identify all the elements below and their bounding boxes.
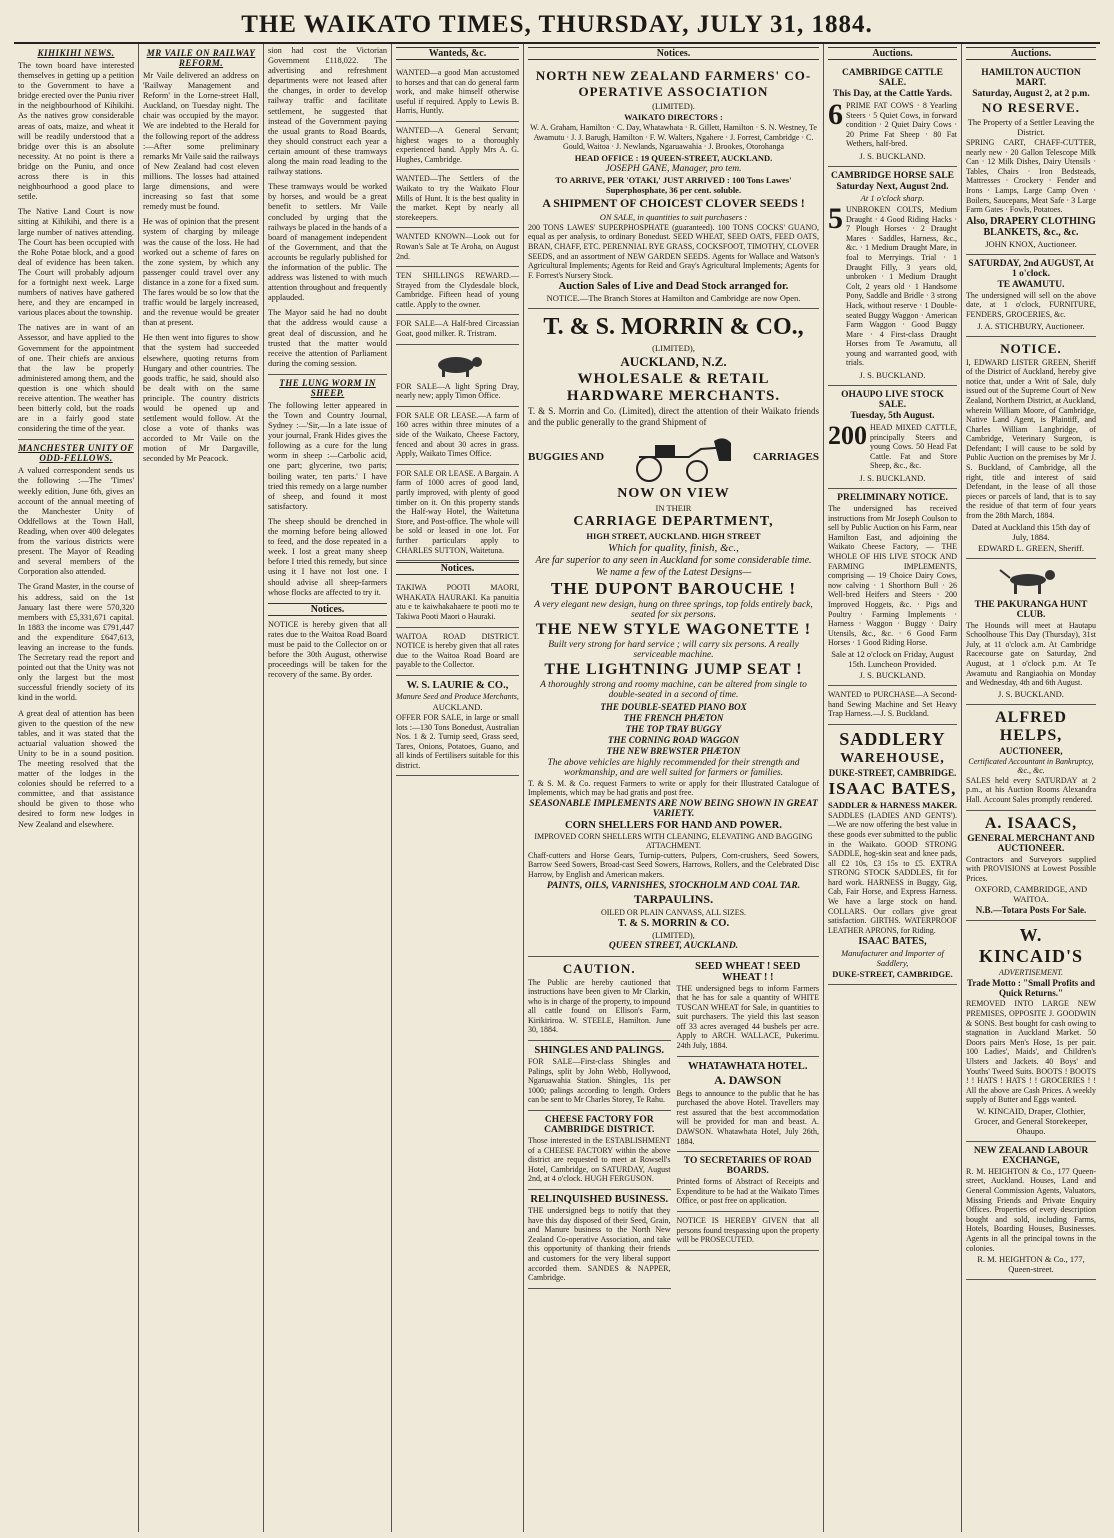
column-2 bbox=[139, 44, 264, 1532]
column-3 bbox=[264, 44, 392, 1532]
ad-title: TARPAULINS. bbox=[633, 891, 714, 906]
horse-sale-ad bbox=[828, 167, 957, 386]
ad-text: WANTED—a good Man accustomed to horses and that can do general farm work, and make himself otherwise useful if required. Apply to Lewis B. Harris, Huntly. bbox=[396, 68, 519, 116]
buggy-banner bbox=[528, 431, 819, 483]
ad-line: The Property of a Settler Leaving the District. bbox=[967, 117, 1095, 137]
ad-title: OHAUPO LIVE STOCK SALE. bbox=[841, 390, 944, 411]
ad-text: T. & S. Morrin and Co. (Limited), direct the attention of their Waikato friends and the public generally to the grand Shipment of bbox=[528, 406, 819, 427]
page-fade bbox=[824, 1472, 961, 1532]
ad-line: (LIMITED). bbox=[652, 101, 695, 111]
ad-title: ALFRED HELPS, bbox=[995, 708, 1067, 744]
ad-text: 200 TONS LAWES' SUPERPHOSPHATE (guaranteed). 100 TONS COCKS' GUANO, equal as per analysis, to ordinary Bonedust. SEED WHEAT, SEED OATS, FEED OATS, BRAN, CHAFF, ETC. PERENNIAL RYE GRASS, COCKSFOOT, TIMOTHY, CLOVER SEEDS, and an assortment of NEW GARDEN SEEDS. Agents for Wallace and Watson's Agricultural Implements; Agents for Reid and Gray's Agricultural Implements; Agents for F. Forrest's Nursery Stock. bbox=[528, 222, 819, 280]
ad-title: A. ISAACS, bbox=[984, 814, 1078, 832]
ad-text: THE undersigned begs to inform Farmers that he has for sale a quantity of WHITE TUSCAN WHEAT for Sale, in quantities to suit purchasers. The yield this last season off 33 acres averaged 44 bushels per acre. Apply to ARCH. WALLACE, Pukerimu. 24th July, 1884. bbox=[676, 983, 819, 1051]
whatawhata-hotel-ad bbox=[677, 1057, 820, 1153]
ad-title: SATURDAY, 2nd AUGUST, At 1 o'clock. bbox=[968, 258, 1094, 279]
ad-title: ISAAC BATES, bbox=[828, 778, 957, 798]
ad-line: OILED OR PLAIN CANVASS, ALL SIZES. bbox=[600, 907, 747, 917]
ad-line: OXFORD, CAMBRIDGE, AND WAITOA. bbox=[974, 884, 1088, 905]
alfred-helps-ad bbox=[966, 705, 1096, 811]
ad-title: CAMBRIDGE CATTLE SALE. bbox=[842, 68, 943, 88]
ad-title: CORN SHELLERS FOR HAND AND POWER. bbox=[564, 819, 783, 831]
ad-text: WANTED—The Settlers of the Waikato to try the Waikato Flour Mills of Hunt. It is the best quality in the market. Kept by nearly all storekeepers. bbox=[396, 174, 519, 222]
ad-caption: HIGH STREET, AUCKLAND. HIGH STREET bbox=[586, 530, 761, 541]
ad-numbered bbox=[828, 100, 957, 150]
ad-text: SPRING CART, CHAFF-CUTTER, nearly new · 20 Gallon Telescope Milk Can · 12 Milk Dishes, Dairy Utensils · Tables, Chairs · Iron Bedsteads, Mattresses · Crockery · Fender and Irons · Lamps, Large Camp Oven · Boilers, Saucepans, Meat Safe · 3 Large Farm Gates · Fowls, Potatoes. bbox=[966, 138, 1096, 215]
vehicle-item: THE DOUBLE-SEATED PIANO BOX bbox=[600, 701, 747, 712]
preliminary-notice-ad bbox=[828, 489, 957, 686]
ad-line: Sale at 12 o'clock on Friday, August 15th. Luncheon Provided. bbox=[831, 648, 954, 669]
cattle-sale-ad bbox=[828, 64, 957, 167]
divider bbox=[18, 439, 134, 440]
ad-text: FOR SALE—First-class Shingles and Palings, split by John Webb, Hollywood, Ngaruawahia Station. Shingles, 11s per 1000; palings according to length. Orders can be sent to Mr Charles Storey, Te Rahu. bbox=[528, 1057, 671, 1105]
wanted-ad bbox=[828, 686, 957, 725]
ad-text: NOTICE IS HEREBY GIVEN that all persons found trespassing upon the property will be PROSECUTED. bbox=[676, 1216, 819, 1245]
ad-title: THE LIGHTNING JUMP SEAT ! bbox=[544, 660, 803, 678]
ad-title: AUCTIONEER, bbox=[999, 745, 1063, 756]
caution-ad bbox=[528, 957, 671, 1042]
ad-line: Manufacturer and Importer of Saddlery, bbox=[841, 948, 944, 969]
ad-title: WHATAWHATA HOTEL. bbox=[688, 1060, 808, 1072]
ad-text: OFFER FOR SALE, in large or small lots :—130 Tons Bonedust, Australian Nos. 1 & 2. Turnip seed, Grass seed, Tares, Onions, Potatoes, Guano, and all kinds of Fertilisers suitable for this district. bbox=[396, 712, 519, 770]
ad-manager: JOSEPH GANE, Manager, pro tem. bbox=[605, 163, 742, 174]
ad-title: DUKE-STREET, CAMBRIDGE. bbox=[828, 767, 957, 778]
article-paragraph: The sheep should be drenched in the morning before being allowed to feed, and the dose repeated in a week. I lost a great many sheep before I tried this remedy, but since using it I have not lost one. I should advise all sheep-farmers whose flocks are affected to try it. bbox=[268, 516, 387, 597]
ad-title: TO SECRETARIES OF ROAD BOARDS. bbox=[683, 1156, 812, 1177]
article-paragraph: The Native Land Court is now sitting at Kihikihi, and there is a large number of natives attending. The Court has been occupied with the Rohe Potae block, and a good deal of evidence has been taken. The Court will probably adjourn for a fortnight next week. Large numbers of natives have gathered here, and they are encamped in various places about the township. bbox=[18, 207, 134, 318]
classified-ad bbox=[396, 228, 519, 267]
ad-label: CARRIAGES bbox=[752, 450, 819, 463]
ad-title: NOTICE. bbox=[1000, 340, 1062, 356]
ad-title: T. & S. MORRIN & CO., bbox=[543, 314, 804, 341]
ad-text: UNBROKEN COLTS, Medium Draught · 4 Good Riding Hacks · 7 Plough Horses · 2 Draught Mares · Saddles, Harness, &c., &c. · 1 Medium Draught Mare, in foal to Merryings. Trial · 1 Draught Filly, 3 years old, unbroken · 1 Medium Draught Colt, 2 years old · 1 Handsome Pony, Saddle and Bridle · 3 strong Hack, without reserve · 1 Double-seated Buggy Waggon · American Farm Waggon · Good Buggy Mare · 4 First-class Draught Horses from Te Awamutu, all young and warranted good, with trials. bbox=[846, 204, 957, 368]
page-fade bbox=[962, 1472, 1100, 1532]
ad-line: PAINTS, OILS, VARNISHES, STOCKHOLM AND COAL TAR. bbox=[546, 880, 801, 891]
article-paragraph: A great deal of attention has been given to the question of the new tables, and it was stated that the actuarial valuation showed the Unity to be in a sound position. The meeting resolved that the matter of the lodges in the colonies should be referred to a committee, and that assistance should be given to those who desired to form new lodges in New Zealand and elsewhere. bbox=[18, 708, 134, 829]
ad-title: A. DAWSON bbox=[714, 1072, 782, 1087]
ad-number: 5 bbox=[828, 201, 843, 235]
article-railway-reform bbox=[143, 48, 259, 465]
ad-line: The above vehicles are highly recommended for their strength and workmanship, and are well suited for farmers or families. bbox=[547, 757, 800, 778]
road-boards-ad bbox=[677, 1152, 820, 1212]
ad-line: A thoroughly strong and roomy machine, can be altered from single to double-seated in a second of time. bbox=[540, 679, 807, 700]
ad-title: NORTH NEW ZEALAND FARMERS' CO-OPERATIVE ASSOCIATION bbox=[535, 68, 812, 99]
ad-text: REMOVED INTO LARGE NEW PREMISES, OPPOSITE J. GOODWIN & SONS. Best bought for cash owing to stagnation in Auckland Market. 50 Doors pairs Men's Hose, 1s per pair. 100 Ladies', Maids', and Children's Ulsters and Jackets. 40 Boys' and Youths' Tweed Suits. BOOTS ! BOOTS ! ! HATS ! HATS ! ! GROCERIES ! ! All the above are Cash Prices. A weekly supply of Butter and Eggs wanted. bbox=[966, 999, 1096, 1105]
ad-signature: ISAAC BATES, bbox=[858, 936, 927, 948]
ad-text: WANTED to PURCHASE—A Second-hand Sewing Machine and Set Heavy Trap Harness.—J. S. Buckland. bbox=[828, 689, 957, 719]
ad-title: Tuesday, 5th August. bbox=[850, 411, 935, 422]
article-paragraph: Mr Vaile delivered an address on 'Railway Management and Reform' in the Lorne-street Hall, Auckland, on Tuesday night. The chair was occupied by the mayor. We are indebted to the Herald for the following report of the address :—After some preliminary remarks Mr Vaile said the railways of New Zealand had cost eleven millions. The losses had attained large dimensions, and were increasing so fast that some remedy must be found. bbox=[143, 71, 259, 212]
hound-illustration bbox=[996, 566, 1066, 596]
column-1 bbox=[14, 44, 139, 1532]
ad-line: A very elegant new design, hung on three springs, top folds entirely back, seated for six persons. bbox=[534, 599, 813, 620]
article-heading: MANCHESTER UNITY OF ODD-FELLOWS. bbox=[18, 443, 134, 464]
saddlery-ad bbox=[828, 725, 957, 986]
ad-text: Begs to announce to the public that he has purchased the above Hotel. Travellers may rest assured that the best accommodation will be provided for man and beast. A. DAWSON. Whatawhata Hotel, July 26th, 1884. bbox=[676, 1088, 819, 1146]
ad-caption: HEAD OFFICE : 19 QUEEN-STREET, AUCKLAND. bbox=[574, 152, 773, 163]
ad-title: THE NEW STYLE WAGONETTE ! bbox=[535, 620, 812, 638]
section-heading: Notices. bbox=[528, 47, 819, 60]
ad-number: 6 bbox=[828, 98, 843, 131]
article-manchester-unity bbox=[18, 443, 134, 829]
article-paragraph: The following letter appeared in the Town and Country Journal, Sydney :—'Sir,—In a late issue of your journal, Frank Hides gives the following as a cure for the lung worm in sheep :—Carbolic acid, one part; glycerine, two parts; boiling water, ten parts.' I have tried this remedy on a large number of sheep, and found it most satisfactory. bbox=[268, 400, 387, 511]
classified-ad bbox=[396, 122, 519, 170]
classified-ad bbox=[396, 345, 519, 407]
ad-line: SEASONABLE IMPLEMENTS ARE NOW BEING SHOWN IN GREAT VARIETY. bbox=[529, 798, 818, 819]
ad-text: WANTED—A General Servant; highest wages to a thoroughly experienced hand. Apply Mrs A. G. Hughes, Cambridge. bbox=[396, 125, 519, 164]
ad-line: DUKE-STREET, CAMBRIDGE. bbox=[832, 969, 953, 980]
article-paragraph: The town board have interested themselves in getting up a petition to the Government to have a bridge erected over the Puniu river in the neighbourhood of Kihikihi. As the natives grow considerable areas of oats, maize, and wheat it will be readily understood that a bridge over this is an absolute necessity. At no point is there a bridge on the Puniu, and once across there is in this neighbourhood a good place to settle. bbox=[18, 61, 134, 202]
section-heading: Auctions. bbox=[966, 47, 1096, 60]
ad-subtitle: ON SALE, in quantities to suit purchasers : bbox=[599, 211, 748, 222]
ad-numbered bbox=[828, 422, 957, 472]
article-kihikihi-news bbox=[18, 48, 134, 434]
article-paragraph: These tramways would be worked by horses, and would be a great benefit to settlers. Mr Vaile concluded by urging that the railways be placed in the hands of a board of management independent of the Government, and that the accounts be regularly published for the information of the public. The address was listened to with much attention throughout and frequently applauded. bbox=[268, 182, 387, 303]
masthead: THE WAIKATO TIMES, THURSDAY, JULY 31, 1884. bbox=[14, 8, 1100, 44]
ad-title: W. KINCAID'S bbox=[978, 925, 1084, 967]
vehicle-item: THE TOP TRAY BUGGY bbox=[625, 723, 722, 734]
ad-subtitle: Certificated Accountant in Bankruptcy, &c., &c. bbox=[968, 756, 1094, 775]
classified-ad bbox=[396, 407, 519, 465]
seed-wheat-ad bbox=[677, 957, 820, 1057]
ad-signature: J. S. BUCKLAND. bbox=[859, 473, 926, 484]
ad-caption: TO ARRIVE, PER 'OTAKI,' JUST ARRIVED : 100 Tons Lawes' Superphosphate, 36 per cent. soluble. bbox=[555, 174, 792, 195]
ad-title: SEED WHEAT ! SEED WHEAT ! ! bbox=[695, 960, 801, 983]
ad-text: The undersigned has received instructions from Mr Joseph Coulson to sell by Public Auction on his Farm, near Hamilton East, and adjoining the Waikato Cheese Factory, — THE WHOLE OF HIS LIVE STOCK AND FARMING IMPLEMENTS, comprising — 19 Choice Dairy Cows, now calving · 1 Shorthorn Bull · 26 Well-bred Heifers and Steers · 200 Improved Hoggets, &c. · Pigs and Poultry · Farming Implements · Harness · Waggon · Buggy · Dairy Utensils, &c., &c. · 6 Good Farm Horses · 1 Good Riding Horse. bbox=[828, 504, 957, 648]
ad-text: SALES held every SATURDAY at 2 p.m., at his Auction Rooms Alexandra Hall. Account Sales promptly rendered. bbox=[966, 775, 1096, 804]
ad-text: TEN SHILLINGS REWARD.—Strayed from the Clydesdale block, Cambridge. Fifteen head of young cattle. Apply to the owner. bbox=[396, 271, 519, 309]
ad-title: CAMBRIDGE HORSE SALE bbox=[831, 170, 954, 181]
farmers-association-ad bbox=[528, 64, 819, 309]
ad-text: FOR SALE OR LEASE. A Bargain. A farm of 1000 acres of good land, partly improved, with plenty of good timber on it. On this property stands the Half-way Hotel, the Waitetuna Store, and Post-office. The whole will be sold or leased in one lot. For further particulars apply to CHARLES SUTTON, Waitetuna. bbox=[396, 468, 519, 555]
ad-title: Also, DRAPERY CLOTHING BLANKETS, &c., &c. bbox=[966, 215, 1096, 238]
laurie-ad bbox=[396, 676, 519, 777]
ad-title: THE DUPONT BAROUCHE ! bbox=[550, 578, 796, 598]
article-heading: KIHIKIHI NEWS. bbox=[37, 48, 115, 58]
article-paragraph: The Mayor said he had no doubt that the address would cause a great deal of discussion, and he trusted that the matter would receive the attention of Parliament during the coming session. bbox=[268, 308, 387, 368]
ad-title: RELINQUISHED BUSINESS. bbox=[530, 1194, 669, 1205]
ad-line: Which for quality, finish, &c., bbox=[608, 541, 739, 554]
ad-title: PRELIMINARY NOTICE. bbox=[837, 493, 948, 504]
ad-text: Contractors and Surveyors supplied with PROVISIONS at Lowest Possible Prices. bbox=[966, 854, 1096, 883]
buggy-illustration bbox=[619, 431, 739, 483]
ad-text: W. A. Graham, Hamilton · C. Day, Whatawhata · R. Gillett, Hamilton · S. N. Westney, Te Awamutu · J. J. Barugh, Hamilton · F. W. Walters, Ngahere · J. Forrest, Cambridge · C. Gould, Waitoa · J. Newlands, Ngaruawahia · J. Brookes, Otorohanga bbox=[530, 123, 817, 152]
ad-line: IN THEIR bbox=[655, 502, 692, 513]
ad-title: CAUTION. bbox=[562, 960, 636, 976]
bottom-ads bbox=[528, 957, 819, 1289]
ad-line: IMPROVED CORN SHELLERS WITH CLEANING, ELEVATING AND BAGGING ATTACHMENT. bbox=[534, 831, 813, 850]
cow-illustration bbox=[428, 352, 488, 378]
ad-text: TAKIWA POOTI MAORI, WHAKATA HAURAKI. Ka panuitia atu e te kaiwhakahaere te pooti mo te Takiwa Pooti Maori o Hauraki. bbox=[396, 583, 519, 621]
ad-title: NOW ON VIEW bbox=[617, 485, 730, 501]
article-paragraph: He then went into figures to show that the system had succeeded elsewhere, quoting returns from Hungary and other countries. The goods traffic, he said, should also be dealt with on the same principle. The country districts would be opened up and settlement would follow. At the close a vote of thanks was accorded to Mr Vaile on the motion of Mr Dargaville, seconded by Mr Peacock. bbox=[143, 333, 259, 464]
ad-text: The Hounds will meet at Hautapu Schoolhouse This Day (Thursday), 31st July, at 11 o'clock a.m. At Cambridge Racecourse gate on Saturday, 2nd August, at 1 o'clock p.m. At Te Awamutu and Rangiaohia on Monday and Wednesday, 4th and 6th August. bbox=[966, 620, 1096, 688]
ad-label: BUGGIES AND bbox=[528, 450, 605, 463]
article-heading: THE LUNG WORM IN SHEEP. bbox=[279, 377, 376, 398]
ad-title: CARRIAGE DEPARTMENT, bbox=[573, 513, 774, 529]
ad-title: CHEESE FACTORY FOR CAMBRIDGE DISTRICT. bbox=[544, 1115, 655, 1136]
ohaupo-sale-ad bbox=[828, 386, 957, 489]
ad-text: FOR SALE—A light Spring Dray, nearly new; apply Timon Office. bbox=[396, 381, 519, 401]
ad-text: WAITOA ROAD DISTRICT. NOTICE is hereby given that all rates due to the Waitoa Road Board are payable to the Collector. bbox=[396, 631, 519, 670]
section-heading: Auctions. bbox=[828, 47, 957, 60]
ad-line: N.B.—Totara Posts For Sale. bbox=[975, 905, 1087, 916]
ad-title: GENERAL MERCHANT AND AUCTIONEER. bbox=[967, 833, 1095, 854]
ad-line: (LIMITED), bbox=[652, 929, 695, 940]
section-heading: Notices. bbox=[268, 603, 387, 616]
column-4 bbox=[392, 44, 524, 1532]
page-fade bbox=[524, 1472, 823, 1532]
ad-line: QUEEN STREET, AUCKLAND. bbox=[608, 940, 739, 951]
ad-title: SADDLER & HARNESS MAKER. bbox=[828, 799, 957, 810]
ad-signature: R. M. HEIGHTON & Co., 177, Queen-street. bbox=[977, 1254, 1085, 1275]
ad-title: This Day, at the Cattle Yards. bbox=[832, 89, 953, 99]
vehicle-item: THE NEW BREWSTER PHÆTON bbox=[606, 745, 741, 756]
ad-title: AUCKLAND, N.Z. bbox=[620, 354, 727, 370]
article-paragraph: sion had cost the Victorian Government £118,022. The advertising and refreshment departments were not leased after the changes, in order to develop railway traffic and facilitate settlement, he suggested that instead of the Government paying the usual grants to Road Boards, they should construct each year a certain amount of these tramways along the main road leading to the railway stations. bbox=[268, 46, 387, 177]
notice-paragraph: NOTICE is hereby given that all rates due to the Waitoa Road Board must be paid to the Collector on or before the 30th August, otherwise proceedings will be taken for the recovery of the same. By order. bbox=[268, 619, 387, 680]
relinquished-ad bbox=[528, 1190, 671, 1289]
ad-signature: J. S. BUCKLAND. bbox=[859, 150, 926, 161]
labour-exchange-ad bbox=[966, 1142, 1096, 1280]
ad-title: TE AWAMUTU. bbox=[997, 279, 1065, 290]
ad-title: Trade Motto : "Small Profits and Quick Returns." bbox=[967, 978, 1095, 999]
cheese-factory-ad bbox=[528, 1111, 671, 1190]
ad-text: THE undersigned begs to notify that they have this day disposed of their Seed, Grain, and Manure business to the North New Zealand Co-operative Association, and take this opportunity of thanking their friends and customers for the very liberal support accorded them. SANDES & NAPPER, Cambridge. bbox=[528, 1206, 671, 1283]
ad-signature: J. S. BUCKLAND. bbox=[998, 688, 1064, 699]
ad-number: 200 bbox=[828, 421, 867, 451]
classified-ad bbox=[396, 170, 519, 228]
ad-line: AUCKLAND. bbox=[432, 701, 483, 712]
column-7 bbox=[962, 44, 1100, 1532]
ad-title: SHINGLES AND PALINGS. bbox=[534, 1045, 665, 1057]
ad-signature: J. S. BUCKLAND. bbox=[859, 370, 926, 381]
vehicle-list bbox=[528, 702, 819, 756]
shingles-ad bbox=[528, 1041, 671, 1111]
column-6 bbox=[824, 44, 962, 1532]
ad-title: Auction Sales of Live and Dead Stock arranged for. bbox=[558, 281, 789, 293]
article-paragraph: A valued correspondent sends us the following :—The 'Times' weekly edition, June 6th, gives an account of the annual meeting of the Manchester Unity of Oddfellows at the Town Hall, Reading, when over 400 delegates from the various districts were present. The Mayor of Reading and several members of the Corporation also attended. bbox=[18, 466, 134, 577]
bottom-ads-left bbox=[528, 957, 671, 1289]
trespass-ad bbox=[677, 1212, 820, 1251]
ad-title: HAMILTON AUCTION MART. bbox=[981, 68, 1081, 88]
ad-line: (LIMITED), bbox=[652, 343, 695, 354]
ad-title: NO RESERVE. bbox=[982, 100, 1080, 115]
ad-title: Saturday Next, August 2nd. bbox=[836, 181, 949, 192]
ad-caption: WAIKATO DIRECTORS : bbox=[624, 112, 723, 122]
kincaid-ad bbox=[966, 921, 1096, 1142]
divider bbox=[268, 374, 387, 375]
ad-signature: T. & S. MORRIN & CO. bbox=[617, 917, 730, 929]
ad-line: We name a few of the Latest Designs— bbox=[595, 566, 752, 578]
ad-line: Are far superior to any seen in Auckland for some considerable time. bbox=[535, 554, 812, 566]
section-heading: Notices. bbox=[396, 562, 519, 575]
ad-text: Chaff-cutters and Horse Gears, Turnip-cutters, Pulpers, Corn-crushers, Seed Sowers, Barrow Seed Sowers, Broad-cast Seed Sowers, Harrows, Rollers, and the Celebrated Disc Harrow, by English and American makers. bbox=[528, 850, 819, 879]
ad-text: FOR SALE OR LEASE.—A farm of 160 acres within three minutes of a side of the Waikato, Cheese Factory, fenced and about 30 acres in grass. Apply, Waikato Times Office. bbox=[396, 410, 519, 459]
ad-title: Saturday, August 2, at 2 p.m. bbox=[972, 89, 1090, 99]
ad-title: WHOLESALE & RETAIL HARDWARE MERCHANTS. bbox=[566, 371, 781, 405]
ad-line: NOTICE.—The Branch Stores at Hamilton and Cambridge are now Open. bbox=[546, 293, 801, 304]
ad-text: Those interested in the ESTABLISHMENT of a CHEESE FACTORY within the above district are requested to meet at Rowsell's Hotel, Cambridge, on SATURDAY, August 2nd, at 4 o'clock. HUGH FERGUSON. bbox=[528, 1136, 671, 1184]
ad-line: Built very strong for hard service ; will carry six persons. A really serviceable machine. bbox=[548, 639, 799, 660]
ad-text: WANTED KNOWN—Look out for Rowan's Sale at Te Aroha, on August 2nd. bbox=[396, 232, 519, 261]
ad-text: The undersigned will sell on the above date, at 1 o'clock, FURNITURE, FENDERS, GROCERIES, &c. bbox=[966, 290, 1096, 319]
ad-title: W. S. LAURIE & CO., bbox=[406, 679, 509, 691]
ad-text: The Public are hereby cautioned that instructions have been given to Mr Clarkin, who is in charge of the property, to impound all cattle found on Ellison's Farm, Kirikiriroa. W. STEELE, Hamilton. June 30, 1884. bbox=[528, 977, 671, 1035]
vehicle-item: THE CORNING ROAD WAGGON bbox=[608, 734, 739, 745]
article-paragraph: The natives are in want of an Assessor, and have applied to the Government for the appointment of one. Their chiefs are anxious that the law be properly administered among them, and the question is one which should receive attention. The weather has been bitterly cold, but the roads are in a fairly good state considering the time of the year. bbox=[18, 323, 134, 434]
ad-subtitle: ADVERTISEMENT. bbox=[998, 968, 1064, 978]
ad-title: WAREHOUSE, bbox=[840, 750, 945, 766]
ad-text: R. M. HEIGHTON & Co., 177 Queen-street, Auckland. Houses, Land and General Commission Agents, Valuators, Missing Friends and Private Enquiry Offices. Properties of every description bought and sold, including Farms, Hotels, Boarding Houses, Businesses. Agents in all the principal towns in the colonies. bbox=[966, 1166, 1096, 1253]
morrin-ad bbox=[528, 309, 819, 956]
ad-text: T. & S. M. & Co. request Farmers to write or apply for their Illustrated Catalogue of Implements, which may be had gratis and post free. bbox=[528, 778, 819, 798]
ad-title: A SHIPMENT OF CHOICEST CLOVER SEEDS ! bbox=[542, 195, 805, 210]
ad-title: NEW ZEALAND LABOUR EXCHANGE, bbox=[973, 1145, 1089, 1166]
classified-ad bbox=[396, 64, 519, 122]
bottom-ads-right bbox=[677, 957, 820, 1289]
te-awamutu-sale-ad bbox=[966, 255, 1096, 337]
ad-line: Dated at Auckland this 15th day of July, 1884. bbox=[971, 521, 1091, 542]
section-heading: Wanteds, &c. bbox=[396, 47, 519, 60]
isaacs-ad bbox=[966, 811, 1096, 922]
classified-ad bbox=[396, 465, 519, 561]
notice-ad bbox=[396, 628, 519, 676]
hunt-club-ad bbox=[966, 559, 1096, 705]
ad-text: Printed forms of Abstract of Receipts and Expenditure to be had at the Waikato Times Office, or post free on application. bbox=[676, 1177, 819, 1206]
column-5 bbox=[524, 44, 824, 1532]
classified-ad bbox=[396, 315, 519, 344]
hamilton-auction-ad bbox=[966, 64, 1096, 255]
notice-ad bbox=[396, 579, 519, 627]
ad-subtitle: Manure Seed and Produce Merchants, bbox=[396, 691, 519, 701]
ad-line: At 1 o'clock sharp. bbox=[860, 192, 925, 203]
article-heading: MR VAILE ON RAILWAY REFORM. bbox=[146, 48, 256, 68]
ad-signature: JOHN KNOX, Auctioneer. bbox=[985, 238, 1077, 249]
ad-title: THE PAKURANGA HUNT CLUB. bbox=[974, 599, 1088, 620]
ad-signature: J. S. BUCKLAND. bbox=[859, 669, 926, 680]
ad-signature: EDWARD L. GREEN, Sheriff. bbox=[977, 542, 1085, 553]
sheriff-notice-ad bbox=[966, 337, 1096, 559]
classified-ad bbox=[396, 267, 519, 315]
ad-text: PRIME FAT COWS · 8 Yearling Steers · 5 Quiet Cows, in forward condition · 2 Quiet Dairy Cows · 20 Prime Fat Sheep · 80 Fat Wethers, half-bred. bbox=[846, 101, 957, 149]
article-paragraph: He was of opinion that the present system of charging by mileage was the cause of the loss. He had worked out a scheme of fares on the zone system, by which any passenger could travel over any distance in a zone for a fixed sum. The fares would be so low that the traffic would be largely increased, and the revenue would be greater than at present. bbox=[143, 217, 259, 328]
ad-text: HEAD MIXED CATTLE, principally Steers and young Cows. 50 Head Fat Cattle. Fat and Store Sheep, &c., &c. bbox=[870, 423, 957, 471]
ad-text: I, EDWARD LISTER GREEN, Sheriff of the District of Auckland, hereby give notice that, under a Writ of Sale, duly issued out of the Supreme Court of New Zealand, Northern District, at Auckland, wherein William Moore, of Cambridge, Native Land Agent, is Plaintiff, and Charles William Langbridge, of Cambridge, Veterinary Surgeon, is Defendant; I will cause to be sold by Public Auction on the premises by Mr J. S. Buckland, of Cambridge, all the right, title and interest of said Defendant, in the lease of all those pieces or parcels of land, that is to say the residue of that term of four years from the 28th March, 1884. bbox=[966, 357, 1096, 521]
article-paragraph: The Grand Master, in the course of his address, said on the 1st January last there were 570,320 members with £5,331,671 capital. In 1883 the income was £791,447 and the expenditure £647,613, leaving an increase to the funds. The Secretary read the report and pointed out that the Unity was not only the largest but the most successful friendly society of its kind in the world. bbox=[18, 582, 135, 703]
columns bbox=[14, 44, 1100, 1532]
ad-numbered bbox=[828, 201, 957, 369]
ad-text: SADDLES (LADIES AND GENTS').—We are now offering the best value in these goods ever submitted to the public in the Waikato. GOOD STRONG SADDLE, hog-skin seat and knee pads, all £2 10s, £3 15s to £5. EXTRA STRONG STOCK SADDLES, fit for hard work. HARNESS in Buggy, Gig, Cab, Fair Horse, and Express Harness. We have a large stock on hand. COLLARS. Our collars give great satisfaction. GIRTHS. WATERPROOF LEATHER APRONS, for Riding. bbox=[828, 810, 957, 935]
ad-signature: J. A. STICHBURY, Auctioneer. bbox=[977, 320, 1085, 331]
ad-text: FOR SALE—A Half-bred Circassian Goat, good milker. R. Tristram. bbox=[396, 319, 519, 339]
ad-title: SADDLERY bbox=[839, 728, 946, 749]
ad-signature: W. KINCAID, Draper, Clothier, Grocer, and General Storekeeper, Ohaupo. bbox=[974, 1105, 1088, 1136]
vehicle-item: THE FRENCH PHÆTON bbox=[623, 712, 724, 723]
